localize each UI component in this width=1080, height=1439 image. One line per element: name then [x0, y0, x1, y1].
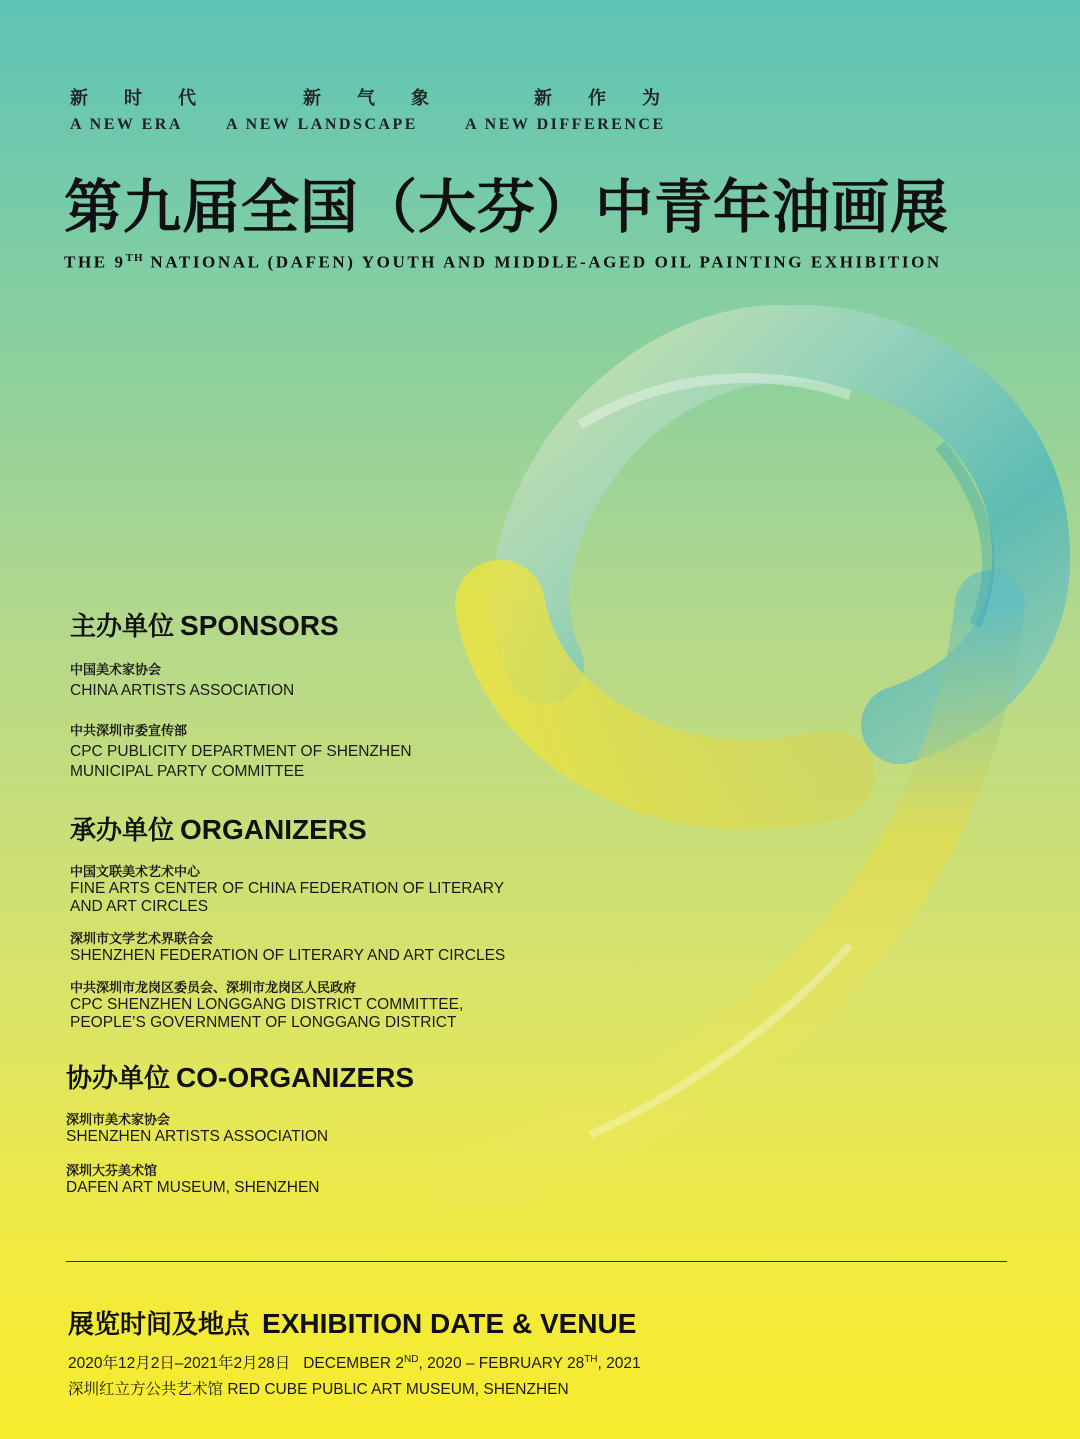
exhibition-venue: [68, 1377, 641, 1399]
venue-zh: 深圳红立方公共艺术馆: [68, 1381, 224, 1398]
co-organizer-name-en: DAFEN ART MUSEUM, SHENZHEN: [66, 1179, 320, 1196]
organizers-heading-en: ORGANIZERS: [180, 814, 367, 845]
brush-nine-graphic: [430, 305, 1080, 1205]
sponsor-name-en: CHINA ARTISTS ASSOCIATION: [70, 682, 295, 699]
exhibition-title-en: [64, 252, 1024, 273]
date-en-3: , 2021: [597, 1355, 641, 1372]
slogan-zh-3: 新作为: [534, 88, 696, 109]
title-en-pre: THE 9: [64, 252, 126, 272]
organizer-name-en: PEOPLE’S GOVERNMENT OF LONGGANG DISTRICT: [70, 1014, 457, 1031]
organizer-entry: [70, 861, 505, 916]
title-en-post: NATIONAL (DAFEN) YOUTH AND MIDDLE-AGED OIL PAINTING EXHIBITION: [143, 252, 942, 272]
venue-section: [68, 1304, 641, 1399]
exhibition-date: [68, 1351, 641, 1373]
sponsor-name-zh: 中共深圳市委宣传部: [70, 724, 188, 739]
exhibition-title-zh: 第九届全国（大芬）中青年油画展: [64, 173, 950, 241]
date-zh: 2020年12月2日–2021年2月28日: [68, 1355, 291, 1372]
co-organizer-name-zh: 深圳市美术家协会: [66, 1113, 171, 1128]
organizer-entry: [70, 977, 505, 1032]
co-organizer-entry: [66, 1160, 414, 1197]
organizer-name-en: CPC SHENZHEN LONGGANG DISTRICT COMMITTEE,: [70, 996, 464, 1013]
venue-heading: [68, 1304, 641, 1341]
organizers-section: [70, 810, 505, 1032]
sponsors-heading: [70, 606, 412, 643]
organizer-name-en: SHENZHEN FEDERATION OF LITERARY AND ART CIRCLES: [70, 947, 506, 964]
sponsors-section: [70, 606, 412, 781]
co-organizer-entry: [66, 1109, 414, 1146]
co-organizers-heading-en: CO-ORGANIZERS: [176, 1062, 415, 1093]
organizers-heading: [70, 810, 505, 847]
co-organizers-heading-zh: 协办单位: [66, 1064, 171, 1094]
date-sup-2: TH: [584, 1353, 598, 1365]
date-en-1: DECEMBER 2: [303, 1355, 405, 1372]
sponsors-heading-en: SPONSORS: [180, 610, 339, 641]
slogan-en-1: A NEW ERA: [70, 116, 183, 133]
organizer-name-zh: 中共深圳市龙岗区委员会、深圳市龙岗区人民政府: [70, 981, 357, 996]
venue-heading-en: EXHIBITION DATE & VENUE: [262, 1308, 637, 1339]
organizer-name-en: FINE ARTS CENTER OF CHINA FEDERATION OF LITERARY: [70, 880, 505, 897]
sponsor-entry: [70, 720, 412, 781]
organizer-name-zh: 深圳市文学艺术界联合会: [70, 932, 214, 947]
sponsor-entry: [70, 659, 412, 700]
co-organizer-name-en: SHENZHEN ARTISTS ASSOCIATION: [66, 1128, 329, 1145]
sponsor-name-en: MUNICIPAL PARTY COMMITTEE: [70, 763, 305, 780]
slogan-zh-1: 新时代: [70, 88, 232, 109]
organizers-heading-zh: 承办单位: [70, 816, 175, 846]
date-sup-1: ND: [404, 1353, 419, 1365]
organizer-entry: [70, 928, 505, 965]
slogan-en-2: A NEW LANDSCAPE: [226, 116, 418, 133]
co-organizer-name-zh: 深圳大芬美术馆: [66, 1164, 158, 1179]
title-en-sup: TH: [125, 252, 144, 264]
date-en-2: , 2020 – FEBRUARY 28: [418, 1355, 585, 1372]
co-organizers-section: [66, 1058, 414, 1197]
slogan-zh-2: 新气象: [303, 88, 465, 109]
venue-heading-zh: 展览时间及地点: [68, 1310, 251, 1340]
sponsors-heading-zh: 主办单位: [70, 612, 175, 642]
slogan-en-3: A NEW DIFFERENCE: [465, 116, 666, 133]
sponsor-name-zh: 中国美术家协会: [70, 663, 162, 678]
divider-line: [66, 1261, 1007, 1262]
organizer-name-en: AND ART CIRCLES: [70, 898, 209, 915]
venue-en: RED CUBE PUBLIC ART MUSEUM, SHENZHEN: [227, 1381, 569, 1398]
co-organizers-heading: [66, 1058, 414, 1095]
organizer-name-zh: 中国文联美术艺术中心: [70, 865, 201, 880]
sponsor-name-en: CPC PUBLICITY DEPARTMENT OF SHENZHEN: [70, 743, 412, 760]
